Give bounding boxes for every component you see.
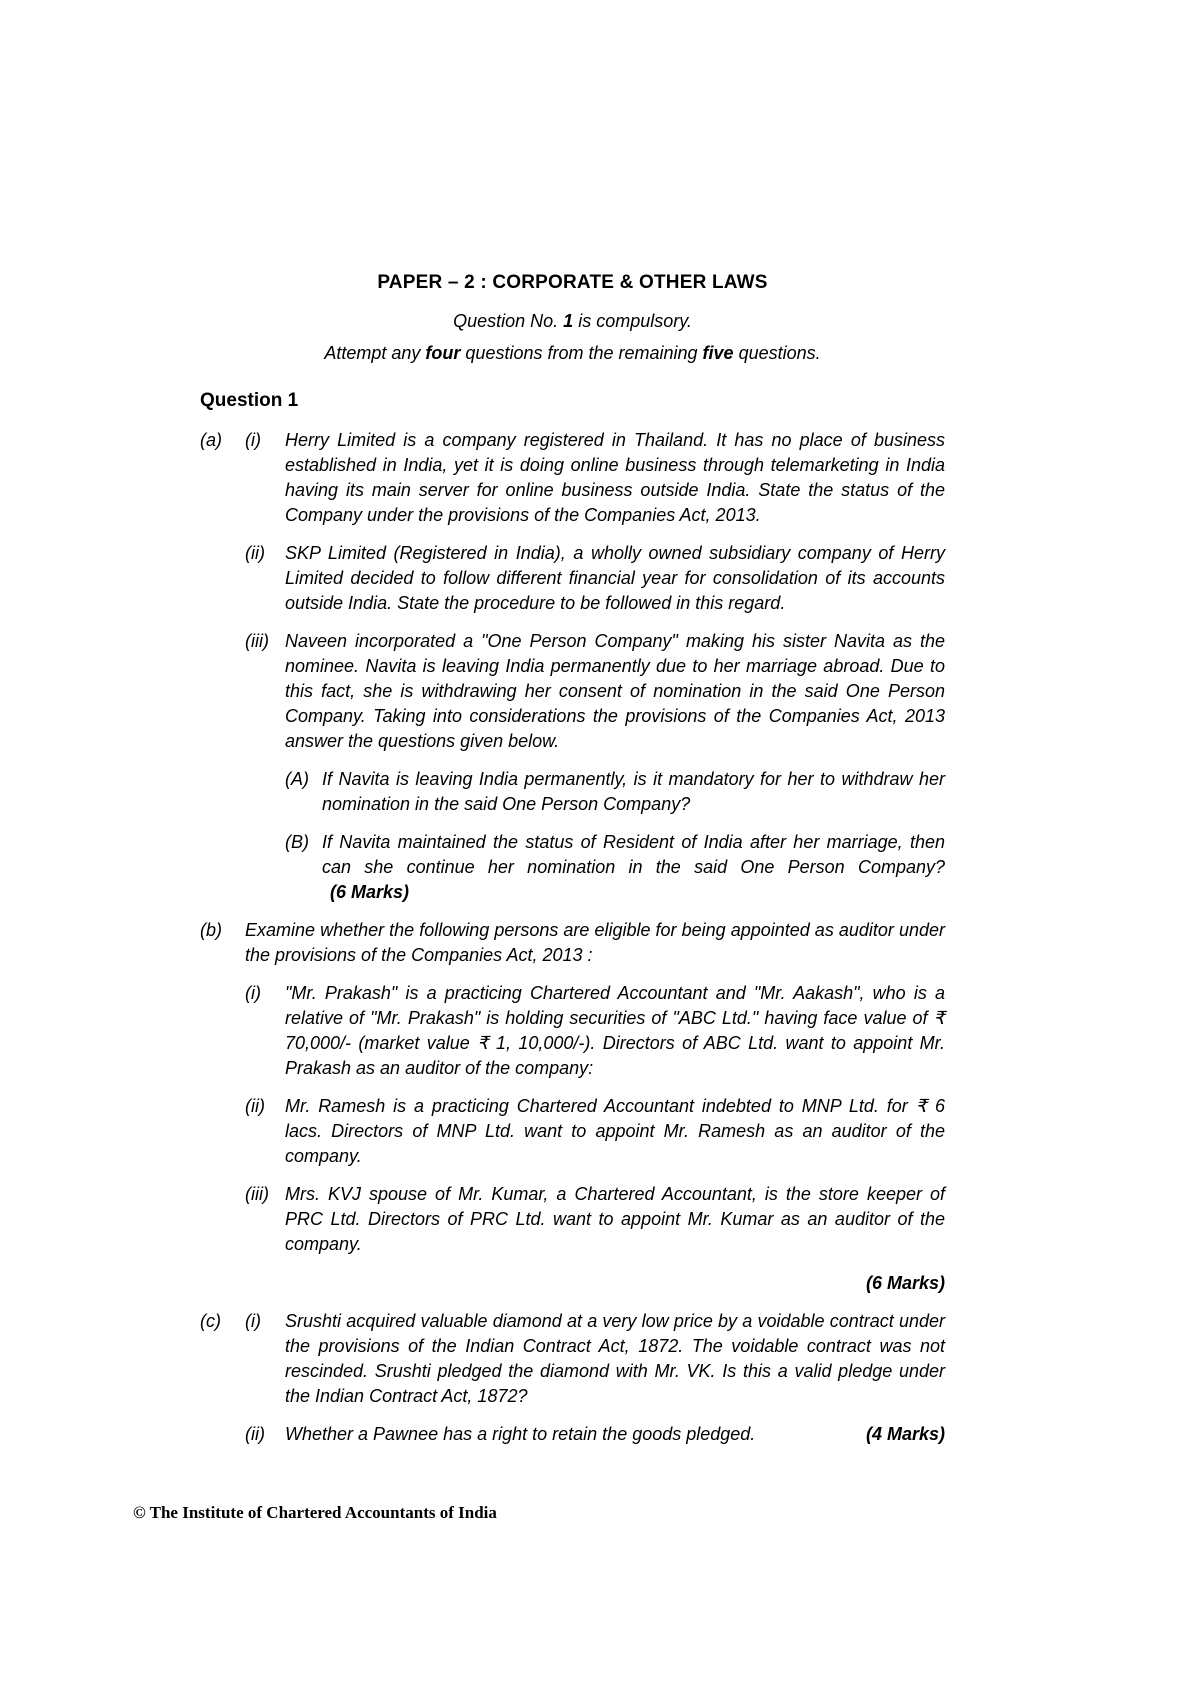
item-b <box>200 918 945 968</box>
item-text-c-ii: Whether a Pawnee has a right to retain the goods pledged. <box>285 1424 756 1444</box>
compulsory-note-pre: Question No. <box>453 311 564 331</box>
item-text-a-iii-B-body: If Navita maintained the status of Resident of India after her marriage, then can she continue her nomination in the said One Person Company? <box>322 832 945 877</box>
item-c-ii <box>200 1422 945 1447</box>
item-label-a-i: (i) <box>245 430 261 450</box>
item-text-a-ii: SKP Limited (Registered in India), a wholly owned subsidiary company of Herry Limited decided to follow different financial year for consolidation of its accounts outside India. State the procedure to be followed in this regard. <box>285 543 945 613</box>
label-spacer <box>200 1182 245 1257</box>
item-label-c-i: (i) <box>245 1311 261 1331</box>
item-a-iii <box>200 629 945 754</box>
label-spacer <box>200 541 245 616</box>
item-label-b-ii: (ii) <box>245 1096 265 1116</box>
question-1-heading: Question 1 <box>200 390 299 411</box>
compulsory-note <box>200 310 945 332</box>
attempt-note-four: four <box>425 343 461 363</box>
item-label-c: (c) <box>200 1311 221 1331</box>
item-a-i <box>200 428 945 528</box>
item-text-a-iii-A: If Navita is leaving India permanently, is it mandatory for her to withdraw her nomination in the said One Person Company? <box>322 769 945 814</box>
attempt-note-pre: Attempt any <box>324 343 426 363</box>
item-text-b: Examine whether the following persons are eligible for being appointed as auditor under the provisions of the Companies Act, 2013 : <box>245 920 945 965</box>
attempt-note <box>200 342 945 364</box>
attempt-note-post: questions. <box>733 343 821 363</box>
copyright-footer: © The Institute of Chartered Accountants of India <box>133 1503 497 1522</box>
item-label-c-ii: (ii) <box>245 1424 265 1444</box>
item-text-c-i: Srushti acquired valuable diamond at a very low price by a voidable contract under the provisions of the Indian Contract Act, 1872. The voidable contract was not rescinded. Srushti pledged the diamond with Mr. VK. Is this a valid pledge under the Indian Contract Act, 1872? <box>285 1311 945 1406</box>
item-text-a-i: Herry Limited is a company registered in Thailand. It has no place of business established in India, yet it is doing online business through telemarketing in India having its main server for online business outside India. State the status of the Company under the provisions of the Companies Act, 2013. <box>285 430 945 525</box>
item-text-a-iii: Naveen incorporated a "One Person Company" making his sister Navita as the nominee. Navita is leaving India permanently due to her marriage abroad. Due to this fact, she is withdrawing her consent of nomination in the said One Person Company. Taking into considerations the provisions of the Companies Act, 2013 answer the questions given below. <box>285 631 945 751</box>
item-b-iii <box>200 1182 945 1257</box>
paper-title: PAPER – 2 : CORPORATE & OTHER LAWS <box>377 272 768 293</box>
item-a-ii <box>200 541 945 616</box>
item-label-a-iii-A: (A) <box>285 769 309 789</box>
attempt-note-five: five <box>702 343 734 363</box>
marks-badge-c: (4 Marks) <box>865 1424 945 1444</box>
item-label-b-i: (i) <box>245 983 261 1003</box>
item-label-a: (a) <box>200 430 222 450</box>
attempt-note-mid: questions from the remaining <box>460 343 703 363</box>
item-label-a-iii-B: (B) <box>285 832 309 852</box>
item-label-a-ii: (ii) <box>245 543 265 563</box>
label-spacer <box>200 1422 245 1447</box>
item-text-b-i: "Mr. Prakash" is a practicing Chartered Accountant and "Mr. Aakash", who is a relative of "Mr. Prakash" is holding securities of "ABC Ltd." having face value of ₹ 70,000/- (market value ₹ 1, 10,000/-). Directors of ABC Ltd. want to appoint Mr. Prakash as an auditor of the company: <box>285 983 945 1078</box>
item-b-i <box>200 981 945 1081</box>
compulsory-note-number: 1 <box>563 311 574 331</box>
item-label-b: (b) <box>200 920 222 940</box>
marks-line-b <box>200 1271 945 1296</box>
item-c-i <box>200 1309 945 1409</box>
item-text-b-ii: Mr. Ramesh is a practicing Chartered Accountant indebted to MNP Ltd. for ₹ 6 lacs. Directors of MNP Ltd. want to appoint Mr. Ramesh as an auditor of the company. <box>285 1096 945 1166</box>
page-content <box>200 272 945 1447</box>
item-label-b-iii: (iii) <box>245 1184 269 1204</box>
item-a-iii-A <box>200 767 945 817</box>
item-label-a-iii: (iii) <box>245 631 269 651</box>
compulsory-note-post: is compulsory. <box>573 311 692 331</box>
item-text-b-iii: Mrs. KVJ spouse of Mr. Kumar, a Chartered Accountant, is the store keeper of PRC Ltd. Directors of PRC Ltd. want to appoint Mr. Kumar as an auditor of the company. <box>285 1184 945 1254</box>
item-a-iii-B <box>200 830 945 905</box>
label-spacer <box>200 629 245 754</box>
item-b-ii <box>200 1094 945 1169</box>
marks-badge-a: (6 Marks) <box>330 882 410 902</box>
label-spacer <box>200 981 245 1081</box>
label-spacer <box>200 1094 245 1169</box>
marks-badge-b: (6 Marks) <box>865 1273 945 1293</box>
item-text-a-iii-B <box>322 830 945 905</box>
